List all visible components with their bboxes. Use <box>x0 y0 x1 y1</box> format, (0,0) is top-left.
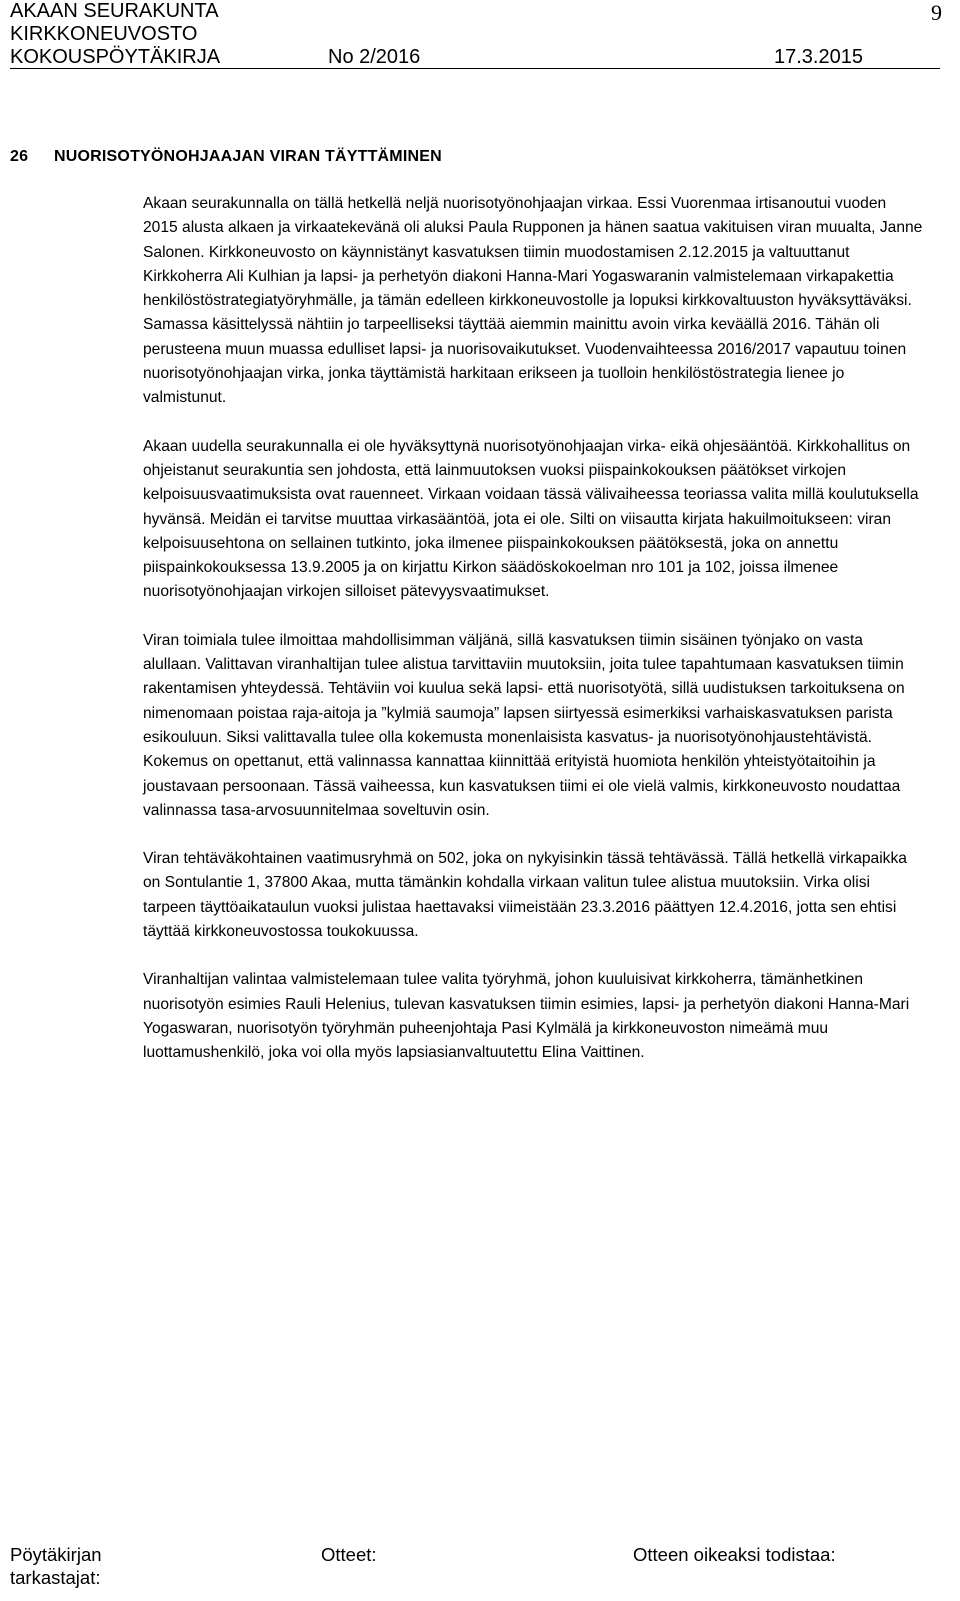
page-footer <box>10 1543 940 1601</box>
paragraph: Akaan seurakunnalla on tällä hetkellä neljä nuorisotyönohjaajan virkaa. Essi Vuorenmaa irtisanoutui vuoden 2015 alusta alkaen ja virkaatekevänä oli aluksi Paula Rupponen ja hänen saatua vakituisen viran muualta, Janne Salonen. Kirkkoneuvosto on käynnistänyt kasvatuksen tiimin muodostamisen 2.12.2015 ja valtuuttanut Kirkkoherra Ali Kulhian ja lapsi- ja perhetyön diakoni Hanna-Mari Yogaswaranin valmistelemaan virkapakettia henkilöstöstrategiatyöryhmälle, ja tämän edelleen kirkkoneuvostolle ja lopuksi kirkkovaltuuston hyväksyttäväksi. Samassa käsittelyssä nähtiin jo tarpeelliseksi täyttää aiemmin mainittu avoin virka keväällä 2016. Tähän oli perusteena muun muassa edulliset lapsi- ja nuorisovaikutukset. Vuodenvaihteessa 2016/2017 vapautuu toinen nuorisotyönohjaajan virka, jonka täyttämistä harkitaan erikseen ja tuolloin henkilöstöstrategia lienee jo valmistunut. <box>143 195 923 407</box>
page-header <box>10 0 940 69</box>
header-doc: KOKOUSPÖYTÄKIRJA <box>10 46 221 68</box>
header-number: No 2/2016 <box>328 46 421 68</box>
footer-checkers <box>10 1543 102 1589</box>
footer-checkers-line2: tarkastajat: <box>10 1567 101 1588</box>
paragraph: Viran toimiala tulee ilmoittaa mahdollisimman väljänä, sillä kasvatuksen tiimin sisäinen työnjako on vasta alullaan. Valittavan viranhaltijan tulee alistua tarvittaviin muutoksiin, joita tulee tapahtumaan kasvatuksen tiimin rakentamisen yhteydessä. Tehtäviin voi kuulua sekä lapsi- että nuorisotyötä, sillä uudistuksen tarkoituksena on nimenomaan poistaa raja-aitoja ja ”kylmiä saumoja” lapsen siirtyessä esimerkiksi varhaiskasvatuksen parista esikouluun. Siksi valittavalla tulee olla kokemusta monenlaisista kasvatus- ja nuorisotyönohjaustehtävistä. Kokemus on opettanut, että valinnassa kannattaa kiinnittää erityistä huomiota henkilön yhteistyötaitoihin ja joustavaan persoonaan. Tässä vaiheessa, kun kasvatuksen tiimi ei ole vielä valmis, kirkkoneuvosto noudattaa valinnassa tasa-arvosuunnitelmaa soveltuvin osin. <box>143 631 905 819</box>
section-title: NUORISOTYÖNOHJAAJAN VIRAN TÄYTTÄMINEN <box>54 148 442 165</box>
footer-checkers-line1: Pöytäkirjan <box>10 1544 102 1565</box>
document-body <box>143 192 923 1090</box>
header-org: AKAAN SEURAKUNTA <box>10 0 219 22</box>
section-number: 26 <box>10 148 29 165</box>
page-number: 9 <box>931 0 942 25</box>
header-date: 17.3.2015 <box>774 46 863 68</box>
footer-excerpts: Otteet: <box>321 1544 377 1565</box>
header-body: KIRKKONEUVOSTO <box>10 23 198 45</box>
paragraph: Akaan uudella seurakunnalla ei ole hyväksyttynä nuorisotyönohjaajan virka- eikä ohjesääntöä. Kirkkohallitus on ohjeistanut seurakuntia sen johdosta, että lainmuutoksen vuoksi piispainkokouksen päätökset virkojen kelpoisuusvaatimuksista ovat rauenneet. Virkaan voidaan tässä välivaiheessa teoriassa valita millä koulutuksella hyvänsä. Meidän ei tarvitse muuttaa virkasääntöä, jota ei ole. Silti on viisautta kirjata hakuilmoitukseen: viran kelpoisuusehtona on sellainen tutkinto, joka ilmenee piispainkokouksen päätöksestä, joka on annettu piispainkokouksessa 13.9.2005 ja on kirjattu Kirkon säädöskokoelman nro 101 ja 102, joissa ilmenee nuorisotyönohjaajan virkojen silloiset pätevyysvaatimukset. <box>143 437 919 601</box>
paragraph: Viran tehtäväkohtainen vaatimusryhmä on 502, joka on nykyisinkin tässä tehtävässä. Tällä hetkellä virkapaikka on Sontulantie 1, 37800 Akaa, mutta tämänkin kohdalla virkaan valitun tulee alistua muutoksiin. Virka olisi tarpeen täyttöaikataulun vuoksi julistaa haettavaksi viimeistään 23.3.2016 päättyen 12.4.2016, jotta sen ehtisi täyttää kirkkoneuvostossa toukokuussa. <box>143 850 907 941</box>
section-heading <box>10 148 442 166</box>
footer-certified: Otteen oikeaksi todistaa: <box>633 1544 836 1565</box>
paragraph: Viranhaltijan valintaa valmistelemaan tulee valita työryhmä, johon kuuluisivat kirkkoherra, tämänhetkinen nuorisotyön esimies Rauli Helenius, tulevan kasvatuksen tiimin esimies, lapsi- ja perhetyön diakoni Hanna-Mari Yogaswaran, nuorisotyön työryhmän puheenjohtaja Pasi Kylmälä ja kirkkoneuvoston nimeämä muu luottamushenkilö, joka voi olla myös lapsiasianvaltuutettu Elina Vaittinen. <box>143 971 910 1062</box>
